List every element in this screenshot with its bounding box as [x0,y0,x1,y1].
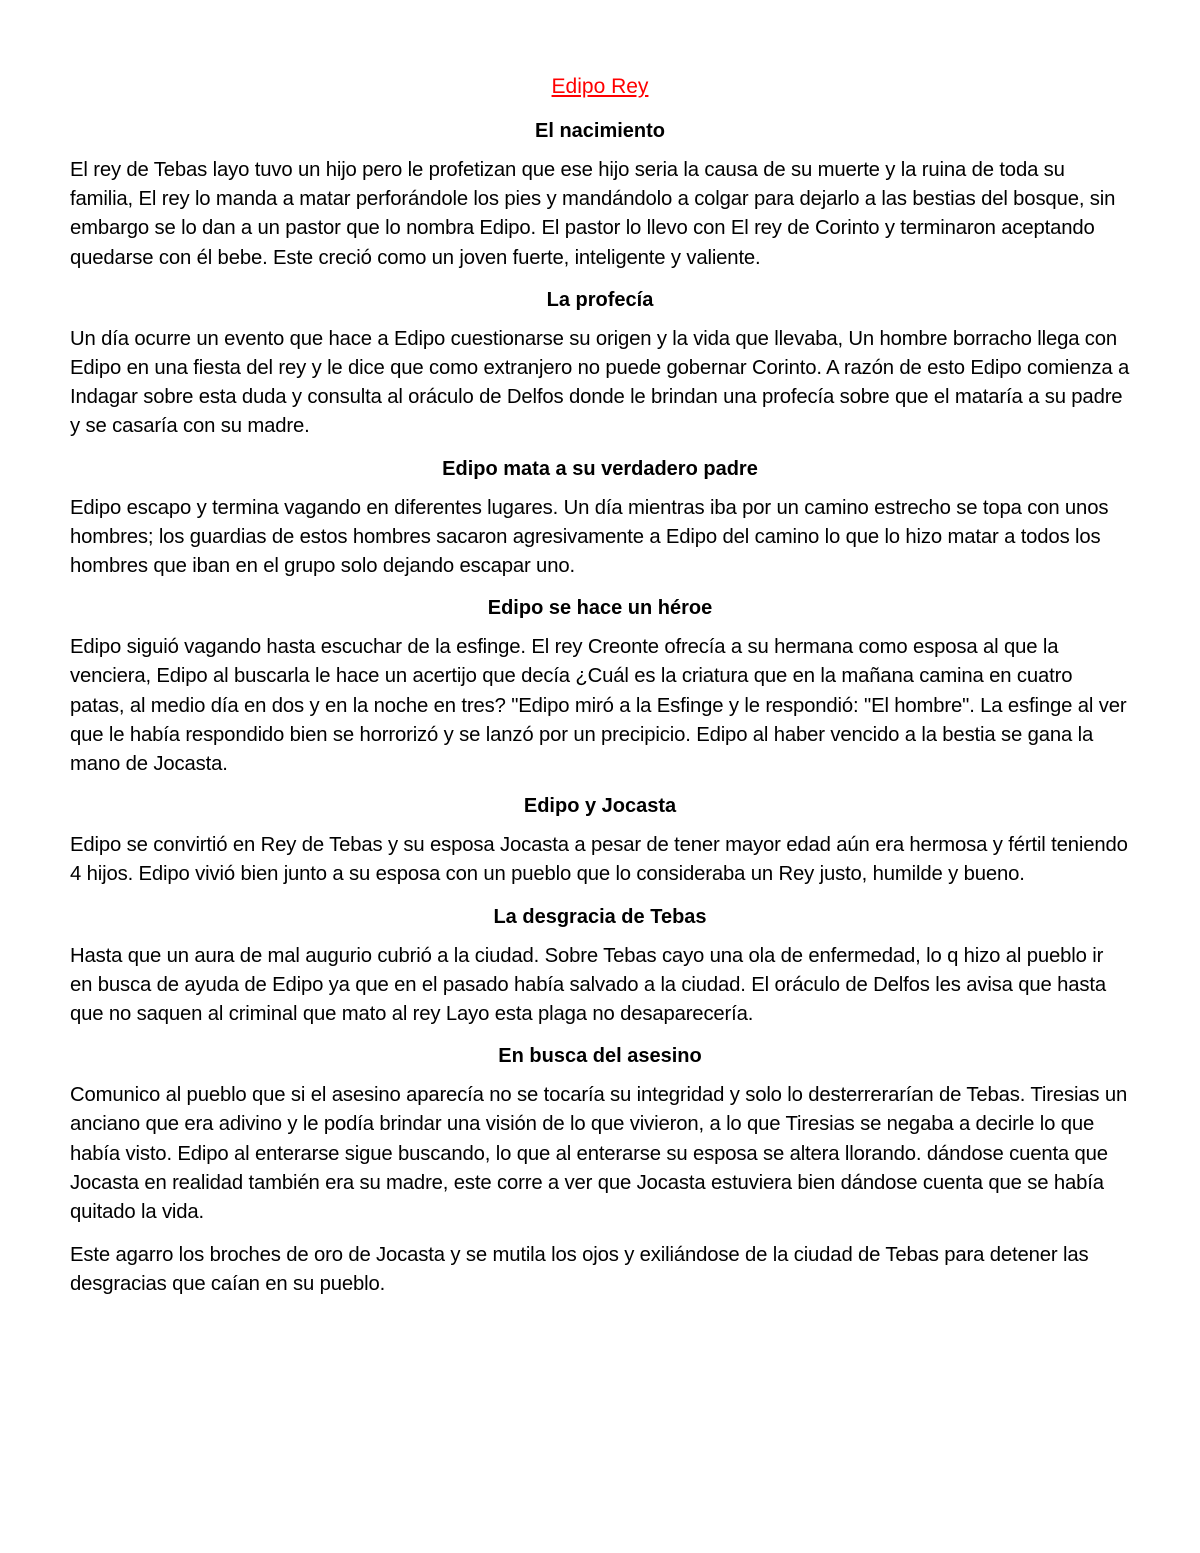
section-heading: El nacimiento [534,120,666,142]
section-busca-asesino [70,1043,1130,1299]
section-profecia [70,287,1130,442]
section-edipo-mata-padre [70,456,1130,582]
section-heading: En busca del asesino [498,1045,702,1068]
section-paragraph: Edipo escapo y termina vagando en diferentes lugares. Un día mientras iba por un camino estrecho se topa con unos hombres; los guardias de estos hombres sacaron agresivamente a Edipo del camino lo que lo hizo matar a todos los hombres que iban en el grupo solo dejando escapar uno. [70,496,1109,578]
section-heading: Edipo y Jocasta [523,795,677,818]
section-heading: Edipo se hace un héroe [487,597,713,620]
section-paragraph: Un día ocurre un evento que hace a Edipo cuestionarse su origen y la vida que llevaba, Un hombre borracho llega con Edipo en una fiesta del rey y le dice que como extranjero no puede gobernar Corinto. A razón de esto Edipo comienza a Indagar sobre esta duda y consulta al oráculo de Delfos donde le brindan una profecía sobre que el mataría a su padre y se casaría con su madre. [70,327,1130,438]
section-edipo-heroe [70,595,1130,779]
document-title [70,74,1130,100]
section-heading: Edipo mata a su verdadero padre [442,457,758,480]
section-paragraph: Comunico al pueblo que si el asesino aparecía no se tocaría su integridad y solo lo desterrerarían de Tebas. Tiresias un anciano que era adivino y le podía brindar una visión de lo que vivieron, a lo que Tiresias se negaba a decirle lo que había visto. Edipo al enterarse sigue buscando, lo que al enterarse su esposa se altera llorando. dándose cuenta que Jocasta en realidad también era su madre, este corre a ver que Jocasta estuviera bien dándose cuenta que se había quitado la vida. [70,1084,1128,1224]
section-paragraph: Edipo siguió vagando hasta escuchar de la esfinge. El rey Creonte ofrecía a su hermana como esposa al que la venciera, Edipo al buscarla le hace un acertijo que decía ¿Cuál es la criatura que en la mañana camina en cuatro patas, al medio día en dos y en la noche en tres? "Edipo miró a la Esfinge y le respondió: "El hombre". La esfinge al ver que le había respondido bien se horrorizó y se lanzó por un precipicio. Edipo al haber vencido a la bestia se gana la mano de Jocasta. [70,636,1127,776]
section-edipo-jocasta [70,793,1130,889]
section-heading: La profecía [546,288,654,311]
section-desgracia-tebas [70,904,1130,1030]
section-paragraph: El rey de Tebas layo tuvo un hijo pero le profetizan que ese hijo seria la causa de su muerte y la ruina de toda su familia, El rey lo manda a matar perforándole los pies y mandándolo a colgar para dejarlo a las bestias del bosque, sin embargo se lo dan a un pastor que lo nombra Edipo. El pastor lo llevo con El rey de Corinto y terminaron aceptando quedarse con él bebe. Este creció como un joven fuerte, inteligente y valiente. [70,159,1116,269]
section-paragraph: Hasta que un aura de mal augurio cubrió a la ciudad. Sobre Tebas cayo una ola de enfermedad, lo q hizo al pueblo ir en busca de ayuda de Edipo ya que en el pasado había salvado a la ciudad. El oráculo de Delfos les avisa que hasta que no saquen al criminal que mato al rey Layo esta plaga no desaparecería. [70,944,1107,1026]
section-heading: La desgracia de Tebas [493,905,707,928]
section-nacimiento [70,118,1130,273]
section-paragraph: Edipo se convirtió en Rey de Tebas y su esposa Jocasta a pesar de tener mayor edad aún era hermosa y fértil teniendo 4 hijos. Edipo vivió bien junto a su esposa con un pueblo que lo consideraba un Rey justo, humilde y bueno. [70,834,1128,886]
section-paragraph: Este agarro los broches de oro de Jocasta y se mutila los ojos y exiliándose de la ciudad de Tebas para detener las desgracias que caían en su pueblo. [70,1244,1089,1296]
document-title-text: Edipo Rey [551,75,649,98]
